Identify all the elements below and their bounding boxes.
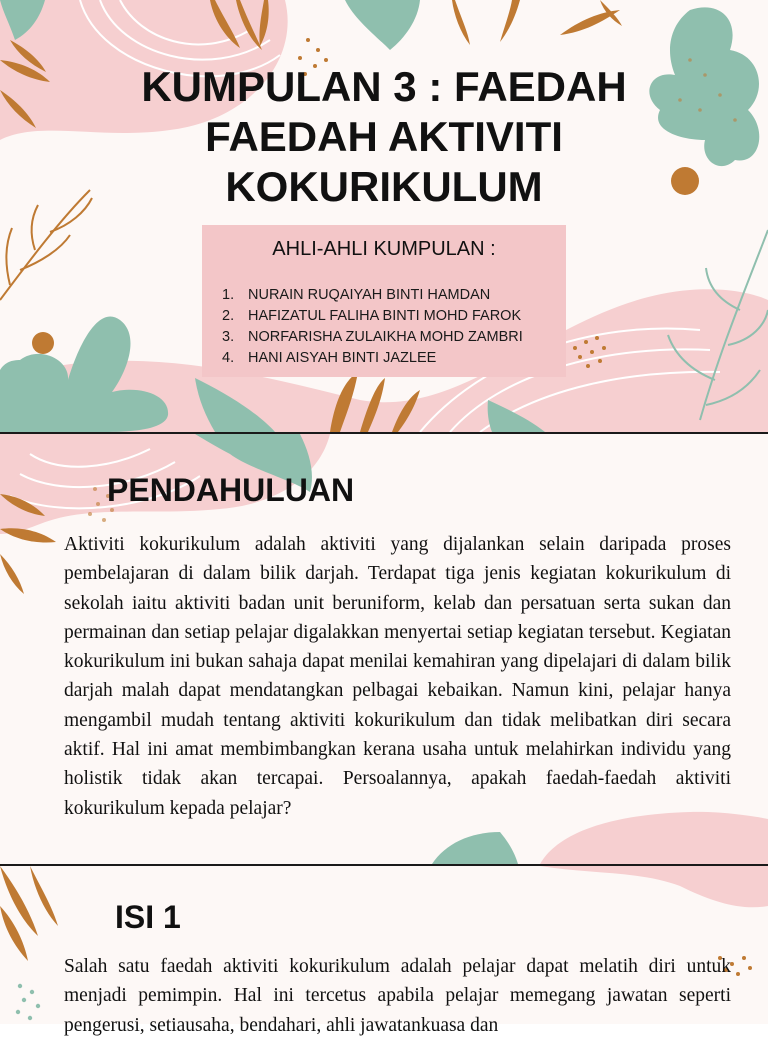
- teal-leaf-bottom: [432, 832, 518, 864]
- leaf-cluster-left: [0, 866, 58, 961]
- section-heading: ISI 1: [115, 899, 181, 935]
- member-item: 2. HAFIZATUL FALIHA BINTI MOHD FAROK: [222, 308, 522, 324]
- members-list: [222, 285, 523, 369]
- dot-pattern-teal: [16, 984, 40, 1020]
- fern-outline-left: [0, 190, 92, 300]
- member-item: 3. NORFARISHA ZULAIKHA MOHD ZAMBRI: [222, 329, 523, 345]
- point-one-slide: [0, 866, 768, 1036]
- teal-leaf-top: [345, 0, 420, 50]
- introduction-paragraph: Aktiviti kokurikulum adalah aktiviti yang dijalankan selain daripada proses pembelajaran di dalam bilik darjah. Terdapat tiga jenis kegiatan kokurikulum di sekolah iaitu aktiviti badan unit beruniform, kelab dan persatuan serta sukan dan permainan dan setiap pelajar digalakkan menyertai setiap kegiatan tersebut. Kegiatan kokurikulum ini bukan sahaja dapat menilai kemahiran yang dipelajari di dalam bilik darjah malah dapat mendatangkan pelbagai kebaikan. Namun kini, pelajar hanya mengambil mudah tentang aktiviti kokurikulum dan tidak melibatkan diri secara aktif. Hal ini amat membimbangkan kerana usaha untuk melahirkan individu yang holistik tidak akan tercapai. Persoalannya, apakah faedah-faedah aktiviti kokurikulum kepada pelajar?: [64, 534, 731, 819]
- teal-blob-right: [649, 7, 759, 166]
- title-line: KOKURIKULUM: [225, 163, 543, 210]
- section-heading: PENDAHULUAN: [107, 472, 355, 508]
- pink-blob-top-right: [540, 866, 768, 907]
- title-line: FAEDAH AKTIVITI: [205, 113, 563, 160]
- introduction-slide: [0, 434, 768, 864]
- point-one-paragraph: Salah satu faedah aktiviti kokurikulum adalah pelajar dapat melatih diri untuk menjadi pemimpin. Hal ini tercetus apabila pelajar memegang jawatan seperti pengerusi, setiausaha, bendahari, ahli jawatankuasa dan: [64, 956, 731, 1036]
- member-item: 4. HANI AISYAH BINTI JAZLEE: [222, 350, 437, 366]
- member-item: 1. NURAIN RUQAIYAH BINTI HAMDAN: [222, 287, 491, 303]
- group-members-box: [202, 225, 566, 377]
- brown-dot: [671, 167, 699, 195]
- presentation-title: [110, 62, 658, 212]
- brown-dot: [32, 332, 54, 354]
- members-heading: AHLI-AHLI KUMPULAN :: [272, 238, 496, 260]
- title-slide: [0, 0, 768, 432]
- title-line: KUMPULAN 3 : FAEDAH: [141, 63, 627, 110]
